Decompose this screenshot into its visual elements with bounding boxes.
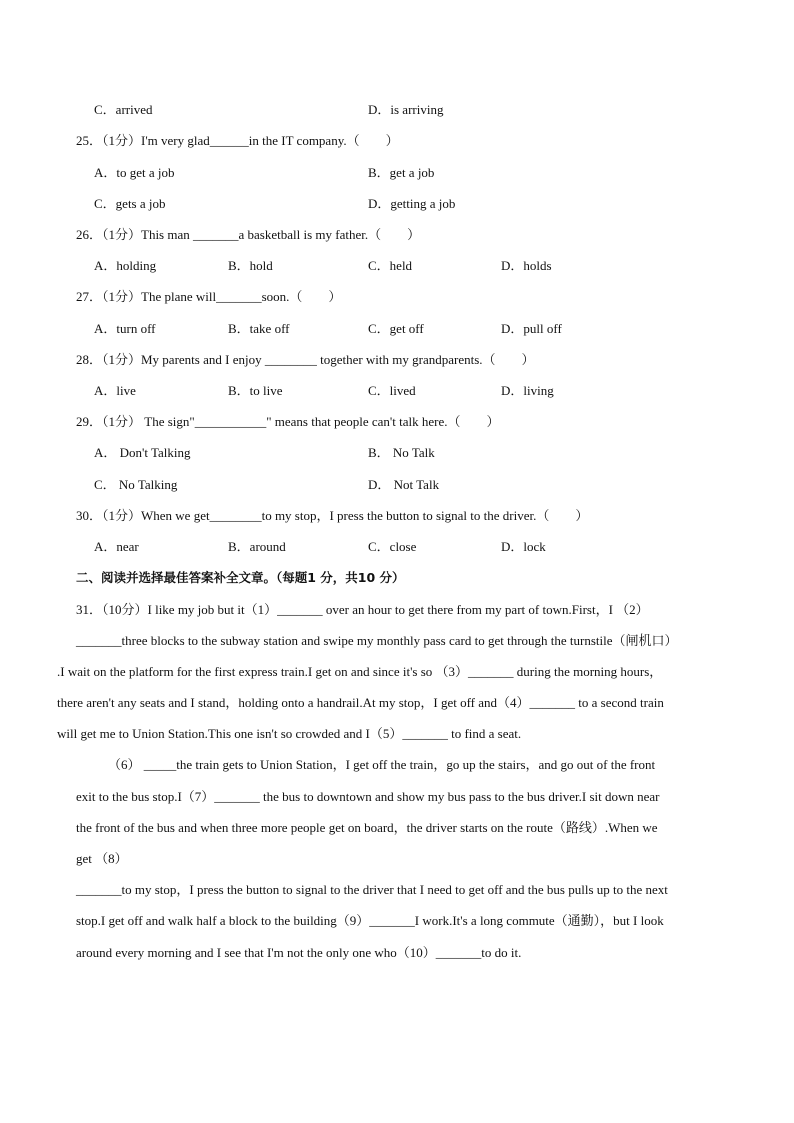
section-heading: 二、阅读并选择最佳答案补全文章。（每题1 分，共10 分） (76, 570, 405, 585)
option-q27-a: A．turn off (94, 321, 156, 336)
option-q25-d: D．getting a job (368, 196, 456, 211)
passage-line: there aren't any seats and I stand，holding onto a handrail.At my stop，I get off and（4）_______ to a second train (57, 695, 664, 710)
option-q25-c: C．gets a job (94, 196, 166, 211)
option-q26-a: A．holding (94, 258, 157, 273)
question-28-stem: 28．（1分）My parents and I enjoy ________ together with my grandparents.（ ） (76, 352, 535, 367)
question-25-stem: 25．（1分）I'm very glad______in the IT company.（ ） (76, 133, 399, 148)
passage-line: get （8） (76, 851, 128, 866)
option-q28-d: D．living (501, 383, 554, 398)
option-q27-c: C．get off (368, 321, 424, 336)
passage-line: 31．（10分）I like my job but it（1）_______ over an hour to get there from my part of town.First，I （2） (76, 602, 649, 617)
option-q26-c: C．held (368, 258, 413, 273)
passage-line: around every morning and I see that I'm not the only one who（10）_______to do it. (76, 945, 522, 960)
passage-line: （6） _____the train gets to Union Station，I get off the train，go up the stairs，and go out of the front (108, 757, 656, 772)
question-30-stem: 30．（1分）When we get________to my stop，I press the button to signal to the driver.（ ） (76, 508, 589, 523)
option-q28-c: C．lived (368, 383, 416, 398)
option-q30-c: C．close (368, 539, 417, 554)
option-q29-b: B． No Talk (368, 445, 435, 460)
passage-line: the front of the bus and when three more people get on board，the driver starts on the route（路线）.When we (76, 820, 658, 835)
option-q29-a: A． Don't Talking (94, 445, 191, 460)
option-q24-d: D．is arriving (368, 102, 444, 117)
option-q28-a: A．live (94, 383, 136, 398)
passage-line: _______three blocks to the subway station and swipe my monthly pass card to get through the turnstile（闸机口） (76, 633, 678, 648)
passage-line: will get me to Union Station.This one isn't so crowded and I（5）_______ to find a seat. (57, 726, 522, 741)
option-q27-d: D．pull off (501, 321, 562, 336)
question-29-stem: 29．（1分） The sign"___________" means that people can't talk here.（ ） (76, 414, 500, 429)
option-q25-b: B．get a job (368, 165, 435, 180)
option-q25-a: A．to get a job (94, 165, 175, 180)
option-q29-d: D． Not Talk (368, 477, 440, 492)
option-q30-d: D．lock (501, 539, 546, 554)
option-q24-c: C．arrived (94, 102, 153, 117)
option-q29-c: C． No Talking (94, 477, 178, 492)
option-q26-b: B．hold (228, 258, 273, 273)
option-q28-b: B．to live (228, 383, 283, 398)
option-q30-b: B．around (228, 539, 286, 554)
passage-line: exit to the bus stop.I（7）_______ the bus to downtown and show my bus pass to the bus driver.I sit down near (76, 789, 660, 804)
passage-line: .I wait on the platform for the first express train.I get on and since it's so （3）_______ during the morning hours， (57, 664, 663, 679)
passage-line: stop.I get off and walk half a block to the building（9）_______I work.It's a long commute（通勤），but I look (76, 913, 664, 928)
option-q26-d: D．holds (501, 258, 552, 273)
question-26-stem: 26．（1分）This man _______a basketball is my father.（ ） (76, 227, 421, 242)
option-q30-a: A．near (94, 539, 139, 554)
passage-line: _______to my stop，I press the button to signal to the driver that I need to get off and the bus pulls up to the next (76, 882, 668, 897)
option-q27-b: B．take off (228, 321, 290, 336)
question-27-stem: 27．（1分）The plane will_______soon.（ ） (76, 289, 342, 304)
